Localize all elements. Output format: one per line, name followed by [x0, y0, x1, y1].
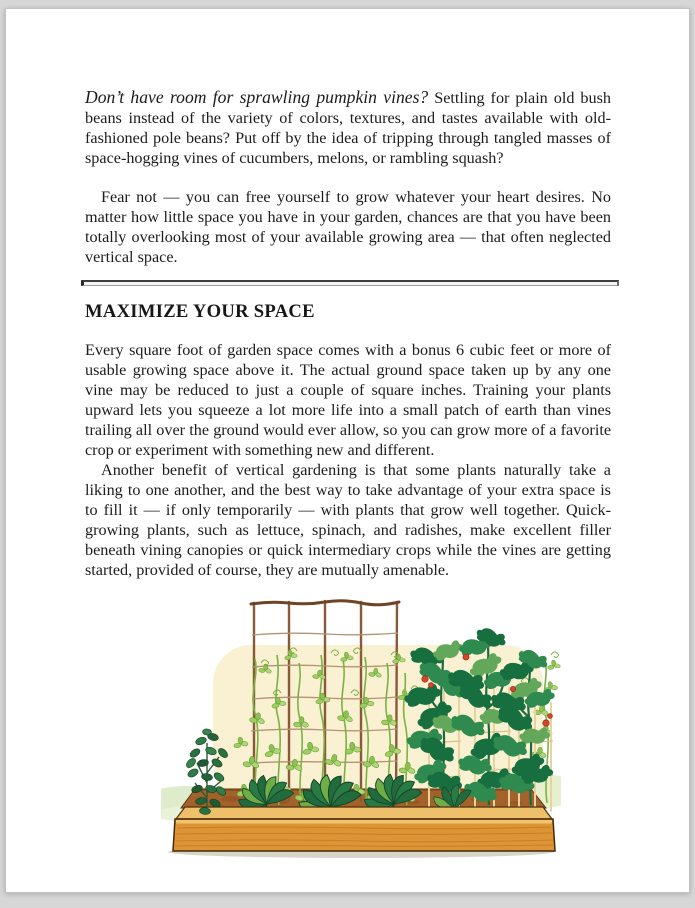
- document-page: [5, 8, 690, 893]
- intro-paragraph-text: Settling for plain old bush beans instead of the variety of colors, textures, and tastes available with old-fashioned pole beans? Put off by the idea of tripping through tangled masses of space-hogging vines of cucumbers, melons, or rambling squash?: [85, 89, 612, 167]
- fear-not-paragraph: Fear not — you can free yourself to grow whatever your heart desires. No matter how little space you have in your garden, chances are that you have been totally overlooking most of your available growing area — that often neglected vertical space.: [85, 188, 611, 266]
- raised-bed: [173, 807, 555, 851]
- section-divider: [81, 280, 619, 286]
- body-paragraph-1: Every square foot of garden space comes with a bonus 6 cubic feet or more of usable growing space above it. The actual ground space taken up by any one vine may be reduced to just a couple of square inches. Training your plants upward lets you squeeze a lot more life into a small patch of earth than vines trailing all over the ground would ever allow, so you can grow more of a favorite crop or experiment with something new and different.: [85, 341, 611, 459]
- body-paragraph-2: Another benefit of vertical gardening is that some plants naturally take a liking to one another, and the best way to take advantage of your extra space is to fill it — if only temporarily — with plants that grow well together. Quick-growing plants, such as lettuce, spinach, and radishes, make excellent filler beneath vining canopies or quick intermediary crops while the vines are getting started, provided of course, they are mutually amenable.: [85, 461, 611, 579]
- garden-illustration-svg: [161, 593, 561, 858]
- lead-question: Don’t have room for sprawling pumpkin vines?: [85, 87, 429, 107]
- intro-paragraph: [85, 87, 611, 168]
- section-heading: MAXIMIZE YOUR SPACE: [85, 301, 315, 322]
- garden-illustration: [85, 593, 611, 863]
